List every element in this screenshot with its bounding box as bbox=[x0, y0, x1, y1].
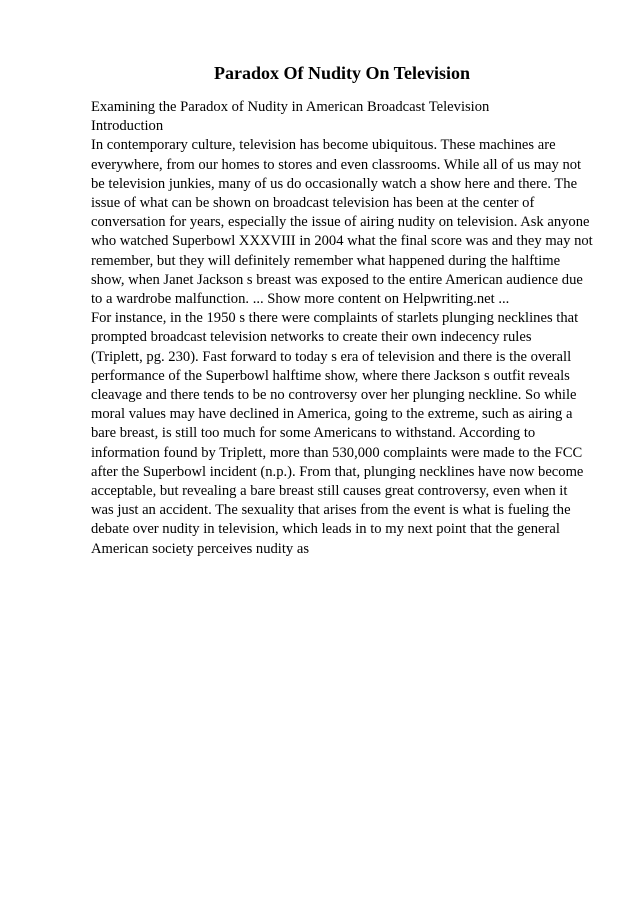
text-line: issue of what can be shown on broadcast television has been at the center of bbox=[91, 195, 535, 212]
text-line: show, when Janet Jackson s breast was exposed to the entire American audience due bbox=[91, 271, 583, 288]
text-line: be television junkies, many of us do occasionally watch a show here and there. The bbox=[91, 175, 578, 192]
text-line: debate over nudity in television, which leads in to my next point that the general bbox=[91, 521, 560, 538]
text-line: information found by Triplett, more than 530,000 complaints were made to the FCC bbox=[91, 444, 583, 461]
text-line: remember, but they will definitely remember what happened during the halftime bbox=[91, 252, 561, 269]
text-line: moral values may have declined in America, going to the extreme, such as airing a bbox=[91, 406, 573, 423]
text-line: who watched Superbowl XXXVIII in 2004 what the final score was and they may not bbox=[91, 233, 593, 250]
document-title: Paradox Of Nudity On Television bbox=[213, 63, 471, 83]
text-line: after the Superbowl incident (n.p.). From that, plunging necklines have now become bbox=[91, 463, 584, 480]
text-line: to a wardrobe malfunction. ... Show more content on Helpwriting.net ... bbox=[91, 291, 510, 308]
text-line: In contemporary culture, television has become ubiquitous. These machines are bbox=[91, 137, 556, 154]
text-line: American society perceives nudity as bbox=[91, 540, 310, 557]
text-line: bare breast, is still too much for some Americans to withstand. According to bbox=[91, 425, 536, 442]
text-line: was just an accident. The sexuality that arises from the event is what is fueling the bbox=[91, 502, 571, 519]
text-line: (Triplett, pg. 230). Fast forward to today s era of television and there is the overall bbox=[91, 348, 572, 365]
text-line: performance of the Superbowl halftime show, where there Jackson s outfit reveals bbox=[91, 367, 570, 384]
paragraph-body bbox=[91, 309, 596, 559]
text-line: conversation for years, especially the issue of airing nudity on television. Ask anyone bbox=[91, 214, 590, 231]
text-line: prompted broadcast television networks to create their own indecency rules bbox=[91, 329, 532, 346]
text-line: For instance, in the 1950 s there were complaints of starlets plunging necklines that bbox=[91, 310, 579, 327]
text-line: everywhere, from our homes to stores and even classrooms. While all of us may not bbox=[91, 156, 582, 173]
text-line: acceptable, but revealing a bare breast still causes great controversy, even when it bbox=[91, 483, 568, 500]
document-subtitle: Examining the Paradox of Nudity in American Broadcast Television bbox=[91, 99, 490, 115]
paragraph-introduction bbox=[91, 136, 596, 309]
text-line: cleavage and there tends to be no controversy over her plunging neckline. So while bbox=[91, 387, 577, 404]
section-heading: Introduction bbox=[91, 118, 164, 135]
document-body bbox=[91, 98, 596, 559]
